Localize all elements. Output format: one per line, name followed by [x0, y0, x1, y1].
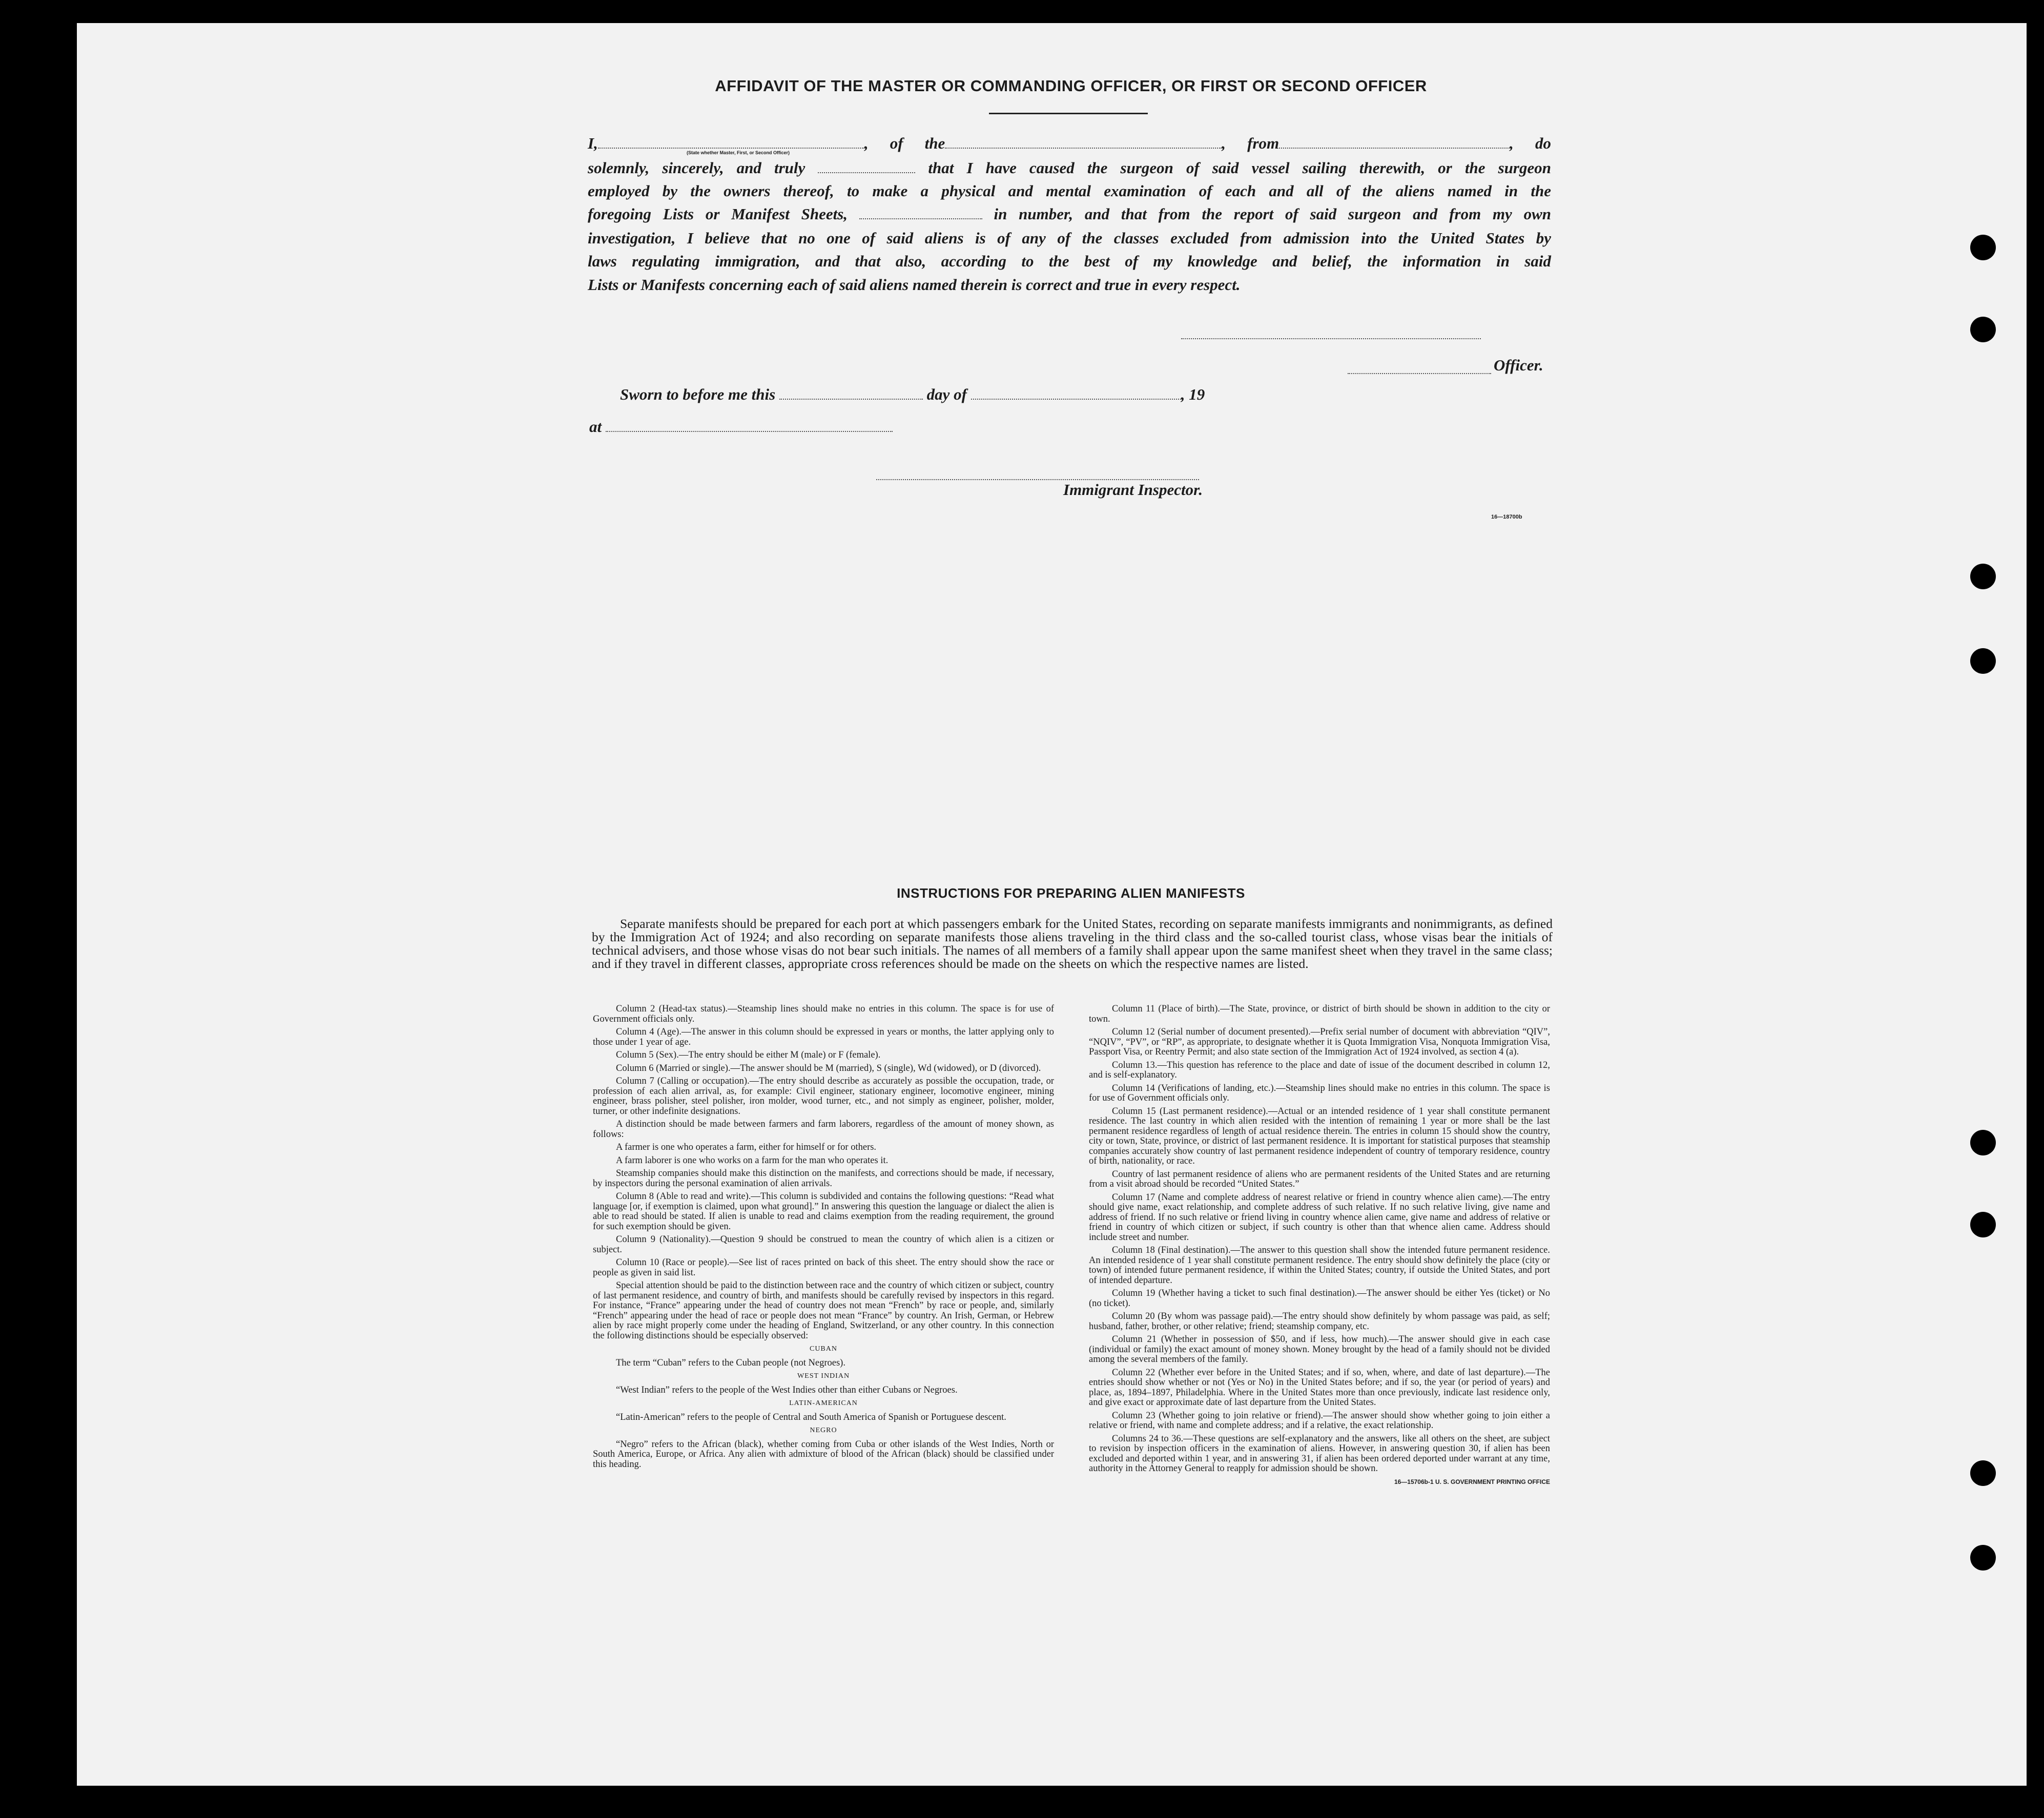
affidavit-line-2: solemnly, sincerely, and truly that I have caused the surgeon of said vessel sailing therewith, or the surgeon — [588, 159, 1551, 177]
instruction-paragraph: “Negro” refers to the African (black), whether coming from Cuba or other islands of the West Indies, North or South America, Europe, or Africa. Any alien with admixture of blood of the African (black) should be classified under this heading. — [593, 1439, 1054, 1470]
affidavit-line-3: employed by the owners thereof, to make a physical and mental examination of each and all of the aliens named in the — [588, 182, 1551, 200]
punch-hole — [1970, 648, 1996, 674]
right-column — [1089, 1004, 1550, 1487]
section-heading: NEGRO — [810, 1427, 837, 1434]
instruction-paragraph: Column 13.—This question has reference to the place and date of issue of the document described in column 12, and is self-explanatory. — [1089, 1060, 1550, 1080]
instruction-paragraph: Column 11 (Place of birth).—The State, province, or district of birth should be shown in addition to the city or town. — [1089, 1004, 1550, 1024]
instruction-paragraph: Columns 24 to 36.—These questions are self-explanatory and the answers, like all others on the sheet, are subject to revision by inspection officers in the examination of aliens. However, in answering question 30, if alien has been excluded and deported within 1 year, and in answering 31, if alien has been ordered deported under warrant at any time, authority in the Attorney General to reapply for admission should be shown. — [1089, 1433, 1550, 1474]
affidavit-line-5: investigation, I believe that no one of said aliens is of any of the classes excluded from admission into the United States by — [588, 229, 1551, 247]
signature-line — [1181, 338, 1481, 339]
title-underline — [989, 113, 1148, 114]
instruction-paragraph: Column 6 (Married or single).—The answer should be M (married), S (single), Wd (widowed), or D (divorced). — [616, 1063, 1041, 1073]
instruction-paragraph: “Latin-American” refers to the people of Central and South America of Spanish or Portuguese descent. — [616, 1412, 1006, 1422]
instruction-paragraph: The term “Cuban” refers to the Cuban people (not Negroes). — [616, 1357, 845, 1368]
instruction-paragraph: Column 15 (Last permanent residence).—Actual or an intended residence of 1 year shall constitute permanent residence. The last country in which alien resided with the intention of remaining 1 year or more shall be the last permanent residence regardless of length of actual residence therein. The entries in column 15 should show the country, city or town, State, province, or district of last permanent residence. It is important for statistical purposes that steamship companies accurately show country of last permanent residence independent of country of temporary residence, country of birth, nationality, or race. — [1089, 1106, 1550, 1166]
instruction-paragraph: Column 8 (Able to read and write).—This column is subdivided and contains the following questions: “Read what language [or, if exemption is claimed, upon what ground].” In answering this question the language or dialect the alien is able to read should be stated. If alien is unable to read and claims exemption from the reading requirement, the ground for such exemption should be given. — [593, 1191, 1054, 1232]
instruction-paragraph: Column 2 (Head-tax status).—Steamship lines should make no entries in this column. The space is for use of Government officials only. — [593, 1004, 1054, 1024]
punch-hole — [1970, 564, 1996, 589]
affidavit-line-7: Lists or Manifests concerning each of said aliens named therein is correct and true in every respect. — [588, 276, 1241, 294]
instruction-paragraph: A distinction should be made between farmers and farm laborers, regardless of the amount of money shown, as follows: — [593, 1119, 1054, 1140]
instruction-paragraph: Column 14 (Verifications of landing, etc.).—Steamship lines should make no entries in this column. The space is for use of Government officials only. — [1089, 1083, 1550, 1103]
instruction-paragraph: Special attention should be paid to the distinction between race and the country of which citizen or subject, country of last permanent residence, and country of birth, and manifests should be carefully revised by inspectors in this regard. For instance, “France” appearing under the head of country does not mean “French” by race or people, and, similarly “French” appearing under the head of race or people does not mean “France” by country. An Irish, German, or Hebrew alien by race might properly come under the heading of England, Switzerland, or any other country. In this connection the following distinctions should be especially observed: — [593, 1280, 1054, 1341]
instruction-paragraph: Column 9 (Nationality).—Question 9 should be construed to mean the country of which alien is a citizen or subject. — [593, 1234, 1054, 1255]
instruction-paragraph: Column 18 (Final destination).—The answer to this question shall show the intended future permanent residence. An intended residence of 1 year shall constitute permanent residence. The entry should show definitely the place (city or town) of intended future permanent residence, if within the United States; country, if outside the United States, and port of intended departure. — [1089, 1245, 1550, 1286]
instruction-paragraph: Column 10 (Race or people).—See list of races printed on back of this sheet. The entry should show the race or people as given in said list. — [593, 1257, 1054, 1278]
section-heading: LATIN-AMERICAN — [789, 1399, 858, 1407]
punch-hole — [1970, 1460, 1996, 1486]
instructions-title: INSTRUCTIONS FOR PREPARING ALIEN MANIFESTS — [897, 885, 1245, 901]
section-heading: WEST INDIAN — [797, 1372, 850, 1380]
affidavit-line-4: foregoing Lists or Manifest Sheets, in number, and that from the report of said surgeon and from my own — [588, 205, 1551, 223]
instruction-paragraph: Column 5 (Sex).—The entry should be either M (male) or F (female). — [616, 1050, 881, 1060]
left-column — [593, 1004, 1054, 1473]
officer-hint: (State whether Master, First, or Second Officer) — [687, 150, 790, 155]
instruction-paragraph: Column 23 (Whether going to join relative or friend).—The answer should show whether going to join either a relative or friend, with name and complete address; and if a relative, the exact relationship. — [1089, 1410, 1550, 1431]
section-heading: CUBAN — [809, 1345, 837, 1353]
instruction-paragraph: A farmer is one who operates a farm, either for himself or for others. — [616, 1142, 877, 1152]
punch-hole — [1970, 1130, 1996, 1155]
instruction-paragraph: Column 7 (Calling or occupation).—The entry should describe as accurately as possible the occupation, trade, or profession of each alien arrival, as, for example: Civil engineer, stationary engineer, locomotive engineer, mining engineer, brass polisher, steel polisher, iron molder, wood turner, etc., and not simply as engineer, polisher, molder, turner, or other indefinite designations. — [593, 1076, 1054, 1117]
punch-hole — [1970, 1212, 1996, 1237]
instruction-paragraph: Column 17 (Name and complete address of nearest relative or friend in country whence alien came).—The entry should give name, exact relationship, and complete address of such relative. If no such relative living, give name and address of friend. If no such relative or friend living in country whence alien came, give name and address of relative or friend in country of which citizen or subject, if such country is other than that whence alien came. Address should include street and number. — [1089, 1192, 1550, 1243]
officer-label: Officer. — [1494, 356, 1543, 374]
instruction-paragraph: Column 19 (Whether having a ticket to such final destination).—The answer should be either Yes (ticket) or No (no ticket). — [1089, 1288, 1550, 1309]
instruction-paragraph: A farm laborer is one who works on a farm for the man who operates it. — [616, 1155, 889, 1166]
instruction-paragraph: Column 22 (Whether ever before in the United States; and if so, when, where, and date of last departure).—The entries should show whether or not (Yes or No) in the United States before; and if so, the year (or period of years) and place, as, 1894–1897, Philadelphia. Where in the United States more than once previously, indicate last residence only, and give exact or approximate date of last departure from the United States. — [1089, 1367, 1550, 1408]
sworn-line: Sworn to before me this day of , 19 — [620, 385, 1205, 403]
inspector-label: Immigrant Inspector. — [1063, 481, 1203, 499]
officer-line — [1348, 373, 1491, 374]
instruction-paragraph: Country of last permanent residence of aliens who are permanent residents of the United States and are returning from a visit abroad should be recorded “United States.” — [1089, 1169, 1550, 1189]
instructions-intro: Separate manifests should be prepared for each port at which passengers embark for the United States, recording on separate manifests immigrants and nonimmigrants, as defined by the Immigration Act of 1924; and also recording on separate manifests those aliens traveling in the third class and the so-called tourist class, whose visas bear the initials of technical advisers, and those whose visas do not bear such initials. The names of all members of a family shall appear upon the same manifest sheet when they travel in the same class; and if they travel in different classes, appropriate cross references should be made on the sheets on which the respective names are listed. — [592, 916, 1553, 971]
affidavit-title: AFFIDAVIT OF THE MASTER OR COMMANDING OFFICER, OR FIRST OR SECOND OFFICER — [715, 77, 1427, 95]
instruction-paragraph: Column 20 (By whom was passage paid).—The entry should show definitely by whom passage was paid, as self; husband, father, brother, or other relative; friend; steamship company, etc. — [1089, 1311, 1550, 1332]
affidavit-line-1: I, , of the , from , do — [588, 134, 1552, 152]
instruction-paragraph: Column 4 (Age).—The answer in this column should be expressed in years or months, the latter applying only to those under 1 year of age. — [593, 1027, 1054, 1047]
inspector-line — [876, 479, 1199, 480]
printing-office-footer: 16—15706b-1 U. S. GOVERNMENT PRINTING OFFICE — [1394, 1478, 1550, 1485]
form-number: 16—18700b — [1491, 514, 1522, 520]
instruction-paragraph: “West Indian” refers to the people of the West Indies other than either Cubans or Negroes. — [616, 1385, 958, 1395]
instruction-paragraph: Column 12 (Serial number of document presented).—Prefix serial number of document with abbreviation “QIV”, “NQIV”, “PV”, or “RP”, as appropriate, to designate whether it is Quota Immigration Visa, Nonquota Immigration Visa, Passport Visa, or Reentry Permit; and also state section of the Immigration Act of 1924 involved, as section 4 (a). — [1089, 1027, 1550, 1057]
punch-hole — [1970, 317, 1996, 342]
punch-hole — [1970, 235, 1996, 260]
instruction-paragraph: Steamship companies should make this distinction on the manifests, and corrections should be made, if necessary, by inspectors during the personal examination of alien arrivals. — [593, 1168, 1054, 1189]
at-line: at — [589, 418, 893, 436]
punch-hole — [1970, 1545, 1996, 1571]
affidavit-line-6: laws regulating immigration, and that also, according to the best of my knowledge and belief, the information in said — [588, 252, 1551, 270]
instruction-paragraph: Column 21 (Whether in possession of $50, and if less, how much).—The answer should give in each case (individual or family) the exact amount of money shown. Money brought by the head of a family should not be divided among the several members of the family. — [1089, 1334, 1550, 1365]
